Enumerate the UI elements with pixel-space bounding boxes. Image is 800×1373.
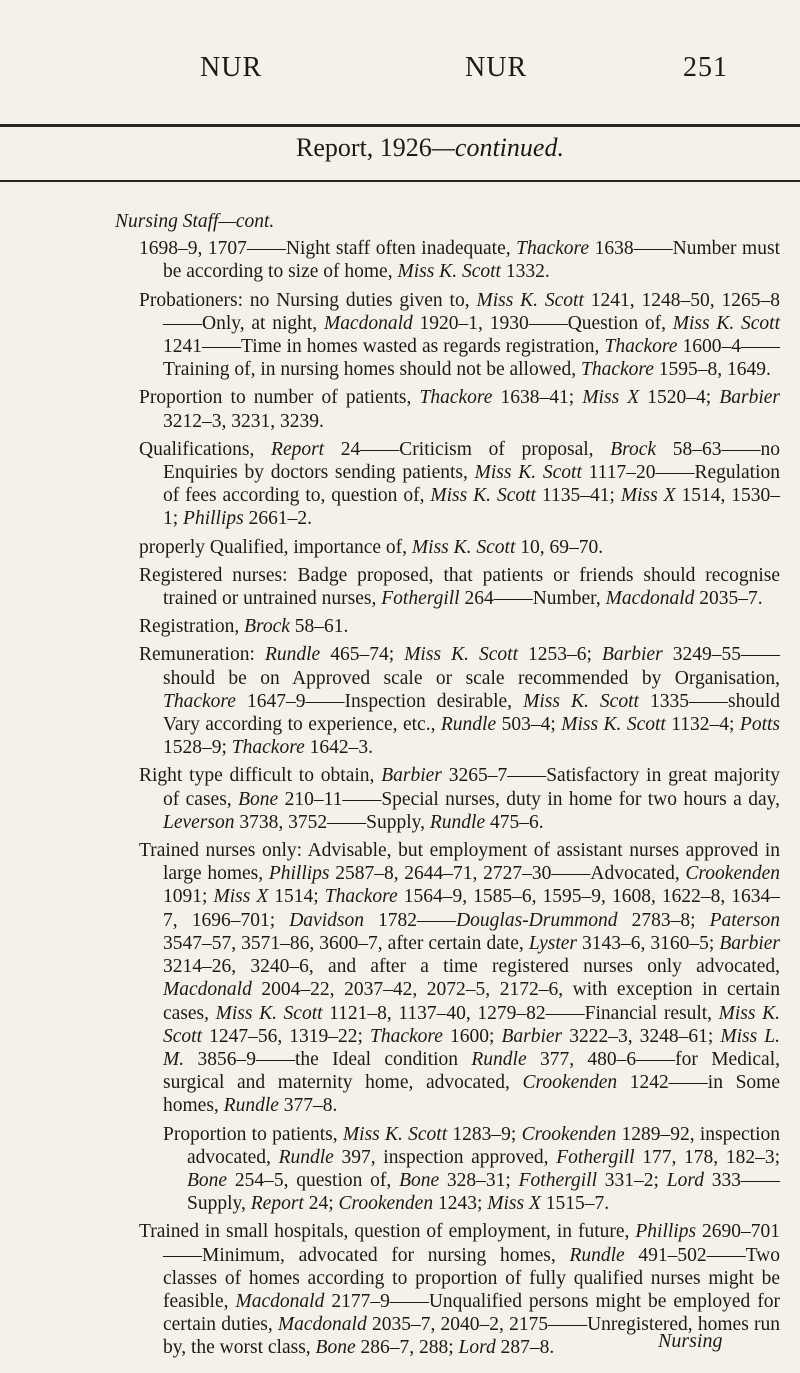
entry-text: 1121–8, 1137–40, 1279–82——Financial result, xyxy=(322,1002,719,1024)
report-heading xyxy=(0,133,800,163)
entry-text: 3143–6, 3160–5; xyxy=(576,932,720,954)
entry-text: 24; xyxy=(303,1193,339,1215)
entry-list xyxy=(115,237,780,1359)
entry-text: 1247–56, 1319–22; xyxy=(202,1025,370,1047)
witness-name: Rundle xyxy=(440,714,497,736)
entry-text: 333——Supply, xyxy=(187,1169,781,1215)
entry-text: 328–31; xyxy=(439,1169,519,1191)
entry-text: 491–502——Two classes of homes according to proportion of fully qualified nurses might be feasible, xyxy=(163,1244,780,1312)
entry-text: 1132–4; xyxy=(665,714,740,736)
witness-name: Miss K. Scott xyxy=(163,1002,780,1047)
entry-text: Trained in small hospitals, question of employment, in future, xyxy=(139,1221,636,1243)
page-number: 251 xyxy=(683,52,728,83)
witness-name: Miss X xyxy=(487,1193,541,1215)
witness-name: Phillips xyxy=(635,1221,697,1243)
witness-name: Phillips xyxy=(268,863,330,885)
witness-name: Phillips xyxy=(183,508,244,530)
witness-name: Crookenden xyxy=(338,1193,434,1215)
entry-text: 397, inspection approved, xyxy=(333,1146,557,1168)
header-left-word: NUR xyxy=(200,52,263,83)
witness-name: Barbier xyxy=(602,644,663,666)
entry-text: 24——Criticism of proposal, xyxy=(324,438,611,460)
witness-name: Miss K. Scott xyxy=(397,261,501,283)
entry-text: 254–5, question of, xyxy=(227,1169,400,1191)
witness-name: Barbier xyxy=(719,932,780,954)
witness-name: Miss K. Scott xyxy=(342,1123,448,1145)
entry-text: 1514, 1530–1; xyxy=(163,485,780,530)
entry-text: Registration, xyxy=(139,616,245,638)
entry-text: 210–11——Special nurses, duty in home for two hours a day, xyxy=(278,788,780,810)
witness-name: Lord xyxy=(666,1169,704,1191)
entry-text: 2035–7. xyxy=(694,588,763,610)
witness-name: Miss K. Scott xyxy=(672,312,780,334)
entry-text: Proportion to patients, xyxy=(163,1123,343,1145)
index-entry xyxy=(139,386,780,432)
witness-name: Macdonald xyxy=(277,1314,367,1336)
witness-name: Macdonald xyxy=(235,1290,325,1312)
entry-text: 2035–7, 2040–2, 2175——Unregistered, homes run by, the worst class, xyxy=(163,1314,780,1359)
witness-name: Thackore xyxy=(369,1025,443,1047)
report-continued: —continued. xyxy=(431,133,564,162)
witness-name: Macdonald xyxy=(163,979,252,1001)
entry-text: 264——Number, xyxy=(459,588,606,610)
entry-text: 1638–41; xyxy=(492,387,583,409)
witness-name: Miss X xyxy=(213,886,269,908)
entry-text: 475–6. xyxy=(485,811,544,833)
index-entry xyxy=(139,615,780,638)
index-entry xyxy=(139,643,780,759)
witness-name: Rundle xyxy=(569,1244,625,1266)
witness-name: Rundle xyxy=(471,1048,527,1070)
witness-name: Brock xyxy=(244,616,290,638)
witness-name: Thackore xyxy=(231,737,305,759)
witness-name: Thackore xyxy=(324,886,398,908)
index-entry xyxy=(139,564,780,610)
entry-text: Qualifications, xyxy=(139,438,272,460)
witness-name: Lord xyxy=(458,1337,496,1359)
witness-name: Miss K. Scott xyxy=(215,1002,323,1024)
witness-name: Thackore xyxy=(516,238,590,260)
index-entry xyxy=(139,438,780,531)
witness-name: Bone xyxy=(315,1337,356,1359)
index-content xyxy=(115,210,780,1365)
entry-text: 287–8. xyxy=(495,1337,555,1359)
witness-name: Lyster xyxy=(528,932,577,954)
witness-name: Report xyxy=(250,1193,304,1215)
running-head xyxy=(0,52,800,82)
entry-text: 331–2; xyxy=(597,1169,667,1191)
witness-name: Paterson xyxy=(709,909,780,931)
entry-text: 2587–8, 2644–71, 2727–30——Advocated, xyxy=(329,863,686,885)
entry-text: Trained nurses only: Advisable, but employment of assistant nurses approved in large homes, xyxy=(139,840,780,885)
catchword: Nursing xyxy=(658,1330,723,1352)
entry-text: 1564–9, 1585–6, 1595–9, 1608, 1622–8, 1634–7, 1696–701; xyxy=(163,886,781,931)
report-title: Report, 1926 xyxy=(296,133,432,162)
entry-text: 3249–55——should be on Approved scale or scale recommended by Organisation, xyxy=(163,644,780,689)
entry-text: 377, 480–6——for Medical, surgical and maternity home, advocated, xyxy=(163,1048,780,1094)
witness-name: Thackore xyxy=(604,336,678,358)
witness-name: Douglas-Drummond xyxy=(456,909,618,931)
entry-text: 1242——in Some homes, xyxy=(163,1072,780,1117)
witness-name: Miss K. Scott xyxy=(474,462,582,484)
witness-name: Rundle xyxy=(223,1095,279,1117)
witness-name: Crookenden xyxy=(685,863,781,885)
entry-text: 1514; xyxy=(268,886,325,908)
index-entry xyxy=(163,1123,780,1216)
entry-text: 1335——should Vary according to experience, etc., xyxy=(163,690,780,736)
entry-text: 377–8. xyxy=(278,1095,338,1117)
witness-name: Davidson xyxy=(289,909,364,931)
entry-text: 1520–4; xyxy=(639,387,720,409)
witness-name: Thackore xyxy=(419,387,493,409)
witness-name: Barbier xyxy=(381,765,442,787)
entry-text: 3856–9——the Ideal condition xyxy=(184,1048,472,1070)
witness-name: Bone xyxy=(399,1169,440,1191)
witness-name: Miss K. Scott xyxy=(404,644,518,666)
witness-name: Report xyxy=(271,438,325,460)
witness-name: Bone xyxy=(187,1169,228,1191)
entry-text: 1135–41; xyxy=(535,485,621,507)
witness-name: Fothergill xyxy=(381,588,460,610)
entry-text: 58–63——no Enquiries by doctors sending patients, xyxy=(163,438,780,484)
index-entry xyxy=(139,839,780,1117)
witness-name: Miss L. M. xyxy=(163,1025,780,1070)
witness-name: Thackore xyxy=(163,690,236,712)
entry-text: properly Qualified, importance of, xyxy=(139,536,412,558)
witness-name: Bone xyxy=(238,788,279,810)
entry-text: 3738, 3752——Supply, xyxy=(234,811,430,833)
entry-text: 1289–92, inspection advocated, xyxy=(187,1123,781,1168)
entry-text: 1647–9——Inspection desirable, xyxy=(235,690,524,712)
witness-name: Brock xyxy=(610,438,657,460)
entry-text: 1241, 1248–50, 1265–8——Only, at night, xyxy=(163,289,781,334)
entry-text: 2783–8; xyxy=(617,909,710,931)
entry-text: 1117–20——Regulation of fees according to, question of, xyxy=(163,462,781,507)
witness-name: Crookenden xyxy=(522,1072,618,1094)
witness-name: Miss K. Scott xyxy=(411,536,516,558)
entry-text: 1283–9; xyxy=(447,1123,522,1145)
witness-name: Macdonald xyxy=(323,312,413,334)
entry-text: 1243; xyxy=(433,1193,488,1215)
witness-name: Miss X xyxy=(620,485,676,507)
entry-text: 1332. xyxy=(500,261,550,283)
entry-text: 465–74; xyxy=(320,644,405,666)
entry-text: 1600; xyxy=(442,1025,502,1047)
entry-text: 58–61. xyxy=(289,616,349,638)
witness-name: Rundle xyxy=(429,811,486,833)
entry-text: 2177–9——Unqualified persons might be employed for certain duties, xyxy=(163,1290,780,1336)
witness-name: Leverson xyxy=(163,811,235,833)
index-entry xyxy=(139,764,780,834)
witness-name: Miss K. Scott xyxy=(523,690,639,712)
entry-text: 1600–4——Training of, in nursing homes should not be allowed, xyxy=(163,336,780,381)
entry-text: 10, 69–70. xyxy=(515,536,604,558)
entry-text: 1515–7. xyxy=(540,1193,610,1215)
index-entry xyxy=(139,237,780,283)
entry-text: 2661–2. xyxy=(243,508,312,530)
entry-text: Right type difficult to obtain, xyxy=(139,765,382,787)
entry-text: 3214–26, 3240–6, and after a time registered nurses only advocated, xyxy=(163,956,780,978)
entry-text: 1253–6; xyxy=(518,644,603,666)
witness-name: Miss K. Scott xyxy=(561,714,666,736)
top-rule xyxy=(0,124,800,127)
witness-name: Crookenden xyxy=(521,1123,617,1145)
entry-text: 1528–9; xyxy=(163,737,232,759)
entry-text: 1091; xyxy=(163,886,214,908)
entry-text: 1638——Number must be according to size of home, xyxy=(163,238,780,283)
entry-text: Probationers: no Nursing duties given to, xyxy=(139,289,477,311)
bottom-rule xyxy=(0,180,800,182)
entry-text: Remuneration: xyxy=(139,644,265,666)
entry-text: Proportion to number of patients, xyxy=(139,387,420,409)
index-entry xyxy=(139,536,780,559)
entry-text: 503–4; xyxy=(496,714,562,736)
entry-text: 286–7, 288; xyxy=(355,1337,459,1359)
witness-name: Miss X xyxy=(582,387,640,409)
entry-text: 3547–57, 3571–86, 3600–7, after certain date, xyxy=(163,932,529,954)
entry-text: 3222–3, 3248–61; xyxy=(562,1025,721,1047)
entry-text: 3265–7——Satisfactory in great majority of cases, xyxy=(163,765,780,810)
entry-text: 1782—— xyxy=(363,909,457,931)
witness-name: Rundle xyxy=(278,1146,334,1168)
witness-name: Miss K. Scott xyxy=(476,289,584,311)
entry-text: 3212–3, 3231, 3239. xyxy=(163,410,324,432)
entry-text: 1920–1, 1930——Question of, xyxy=(412,312,673,334)
witness-name: Rundle xyxy=(264,644,321,666)
entry-text: 2690–701——Minimum, advocated for nursing homes, xyxy=(163,1221,781,1266)
section-title: Nursing Staff—cont. xyxy=(115,211,275,232)
witness-name: Thackore xyxy=(580,359,654,381)
entry-text: 177, 178, 182–3; xyxy=(634,1146,780,1168)
entry-text: 1241——Time in homes wasted as regards registration, xyxy=(163,336,605,358)
witness-name: Barbier xyxy=(501,1025,563,1047)
header-center-word: NUR xyxy=(465,52,528,83)
entry-text: 1698–9, 1707——Night staff often inadequate, xyxy=(139,238,517,260)
entry-text: 1595–8, 1649. xyxy=(653,359,771,381)
entry-text: 1642–3. xyxy=(304,737,373,759)
witness-name: Fothergill xyxy=(556,1146,635,1168)
witness-name: Fothergill xyxy=(518,1169,597,1191)
entry-text: 2004–22, 2037–42, 2072–5, 2172–6, with exception in certain cases, xyxy=(163,979,780,1024)
witness-name: Potts xyxy=(739,714,780,736)
index-entry xyxy=(139,289,780,382)
entry-text: Registered nurses: Badge proposed, that patients or friends should recognise trained or untrained nurses, xyxy=(139,564,780,610)
witness-name: Barbier xyxy=(719,387,780,409)
witness-name: Macdonald xyxy=(605,588,695,610)
witness-name: Miss K. Scott xyxy=(430,485,536,507)
